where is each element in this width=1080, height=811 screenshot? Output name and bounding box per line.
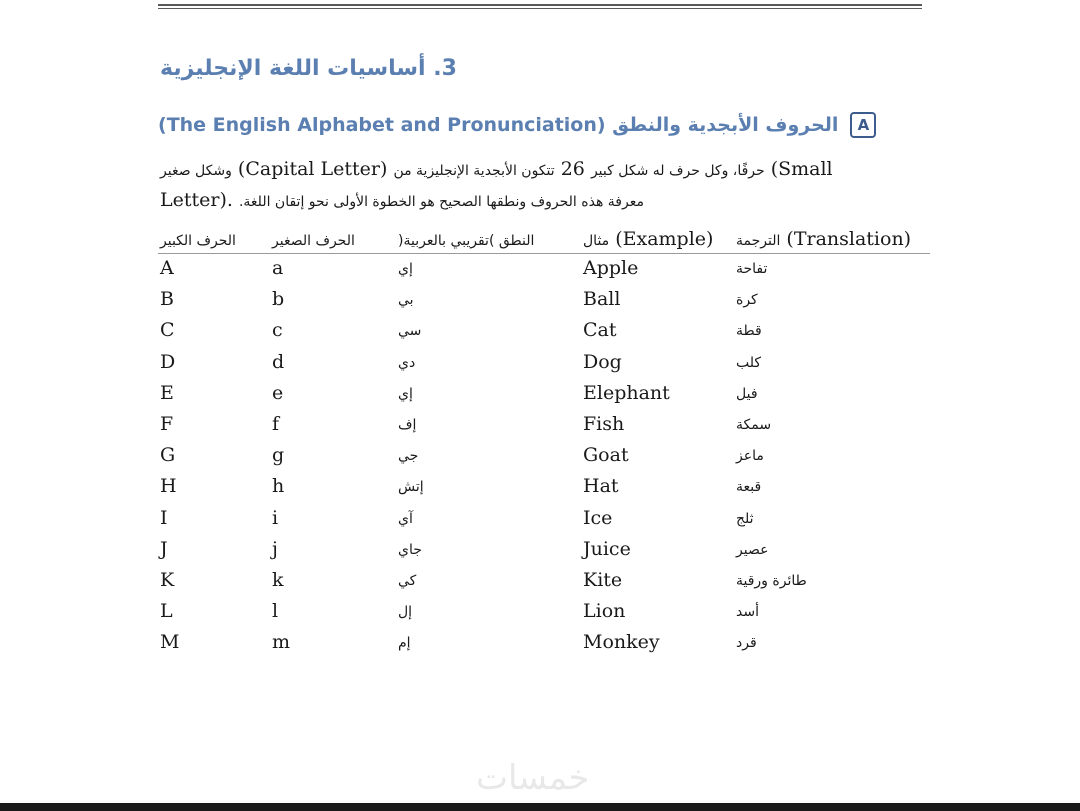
cell-pronunciation: إتش (398, 479, 424, 496)
cell-capital: J (160, 537, 168, 560)
cell-translation: فيل (736, 385, 758, 402)
top-rule-secondary (158, 8, 922, 9)
cell-pronunciation: دي (398, 354, 416, 371)
cell-small: l (272, 600, 279, 623)
intro-text: حرفًا، وكل حرف له شكل كبير (590, 163, 765, 179)
table-row (158, 381, 930, 412)
header-pronunciation (398, 228, 534, 250)
table-row (158, 350, 930, 381)
table-row (158, 256, 930, 287)
intro-text: Letter). (160, 189, 233, 211)
cell-example: Goat (583, 444, 629, 467)
header-pronunciation-label: النطق )تقريبي بالعربية( (398, 233, 535, 249)
intro-text: تتكون الأبجدية الإنجليزية من (393, 163, 555, 179)
intro-line-2 (160, 185, 840, 217)
cell-translation: عصير (736, 541, 769, 558)
cell-translation: أسد (736, 604, 759, 621)
cell-pronunciation: سي (398, 323, 422, 340)
cell-capital: C (160, 319, 175, 342)
cell-capital: I (160, 506, 168, 529)
intro-text: (Capital Letter) (237, 158, 388, 180)
cell-example: Ice (583, 506, 613, 529)
header-translation-en: (Translation) (786, 228, 912, 250)
cell-example: Cat (583, 319, 617, 342)
cell-small: d (272, 350, 285, 373)
cell-pronunciation: جي (398, 448, 419, 465)
cell-capital: M (160, 631, 180, 654)
cell-small: g (272, 444, 285, 467)
cell-small: a (272, 257, 284, 279)
cell-example: Kite (583, 568, 623, 591)
cell-translation: تفاحة (736, 261, 768, 277)
table-header (158, 226, 930, 254)
cell-pronunciation: جاي (398, 541, 422, 558)
cell-small: j (272, 537, 278, 560)
cell-small: c (272, 319, 283, 342)
section-badge: A (850, 112, 876, 138)
cell-capital: D (160, 350, 176, 373)
cell-translation: ماعز (736, 448, 764, 465)
subsection-title: الحروف الأبجدية والنطق (The English Alphabet and Pronunciation) (158, 114, 839, 136)
cell-pronunciation: بي (398, 292, 414, 309)
table-row (158, 443, 930, 474)
cell-example: Elephant (583, 381, 670, 404)
table-row (158, 599, 930, 630)
header-example (583, 228, 713, 250)
intro-number: 26 (560, 158, 585, 180)
cell-example: Fish (583, 412, 625, 435)
cell-pronunciation: آي (398, 510, 413, 527)
header-translation (736, 228, 911, 250)
cell-example: Lion (583, 600, 626, 623)
alphabet-table-body (158, 256, 930, 661)
header-capital (160, 228, 236, 250)
cell-translation: ثلج (736, 510, 754, 527)
table-row (158, 412, 930, 443)
cell-translation: كرة (736, 292, 758, 309)
table-row (158, 474, 930, 505)
table-row (158, 287, 930, 318)
intro-text: معرفة هذه الحروف ونطقها الصحيح هو الخطوة الأولى نحو إتقان اللغة. (238, 194, 644, 210)
cell-example: Ball (583, 288, 621, 311)
cell-capital: K (160, 568, 175, 591)
cell-capital: L (160, 600, 173, 623)
section-title: 3. أساسيات اللغة الإنجليزية (160, 56, 457, 81)
cell-capital: A (160, 257, 174, 279)
cell-pronunciation: إي (398, 261, 413, 277)
cell-pronunciation: إف (398, 416, 417, 433)
cell-small: b (272, 288, 285, 311)
cell-pronunciation: كي (398, 572, 417, 589)
cell-example: Monkey (583, 631, 660, 654)
header-translation-ar: الترجمة (736, 233, 781, 249)
cell-capital: H (160, 475, 177, 498)
intro-line-1 (160, 154, 840, 186)
table-row (158, 630, 930, 661)
header-example-en: (Example) (615, 228, 714, 250)
table-row (158, 537, 930, 568)
cell-pronunciation: إي (398, 385, 413, 402)
header-example-ar: مثال (583, 233, 610, 249)
cell-example: Juice (583, 537, 631, 560)
cell-example: Hat (583, 475, 619, 498)
cell-translation: سمكة (736, 416, 772, 433)
intro-text: وشكل صغير (160, 163, 232, 179)
subsection-heading (158, 112, 876, 138)
cell-small: m (272, 631, 291, 654)
cell-small: h (272, 475, 285, 498)
top-rule (158, 4, 922, 6)
header-capital-label: الحرف الكبير (160, 233, 236, 249)
table-row (158, 568, 930, 599)
cell-capital: G (160, 444, 176, 467)
cell-example: Dog (583, 350, 622, 373)
cell-small: k (272, 568, 284, 591)
cell-capital: F (160, 412, 174, 435)
intro-text: (Small (770, 158, 833, 180)
header-small (272, 228, 355, 250)
cell-small: f (272, 412, 280, 435)
cell-capital: E (160, 381, 174, 404)
cell-translation: قرد (736, 635, 757, 652)
header-small-label: الحرف الصغير (272, 233, 355, 249)
table-row (158, 506, 930, 537)
cell-translation: طائرة ورقية (736, 572, 807, 589)
cell-pronunciation: إل (398, 604, 413, 621)
bottom-bar (0, 803, 1080, 811)
watermark-logo: خمسات (476, 758, 590, 798)
table-row (158, 318, 930, 349)
cell-translation: كلب (736, 354, 762, 371)
cell-small: e (272, 381, 284, 404)
cell-small: i (272, 506, 279, 529)
cell-example: Apple (583, 257, 639, 279)
cell-translation: قبعة (736, 479, 762, 496)
cell-pronunciation: إم (398, 635, 411, 652)
cell-translation: قطة (736, 323, 762, 340)
cell-capital: B (160, 288, 174, 311)
